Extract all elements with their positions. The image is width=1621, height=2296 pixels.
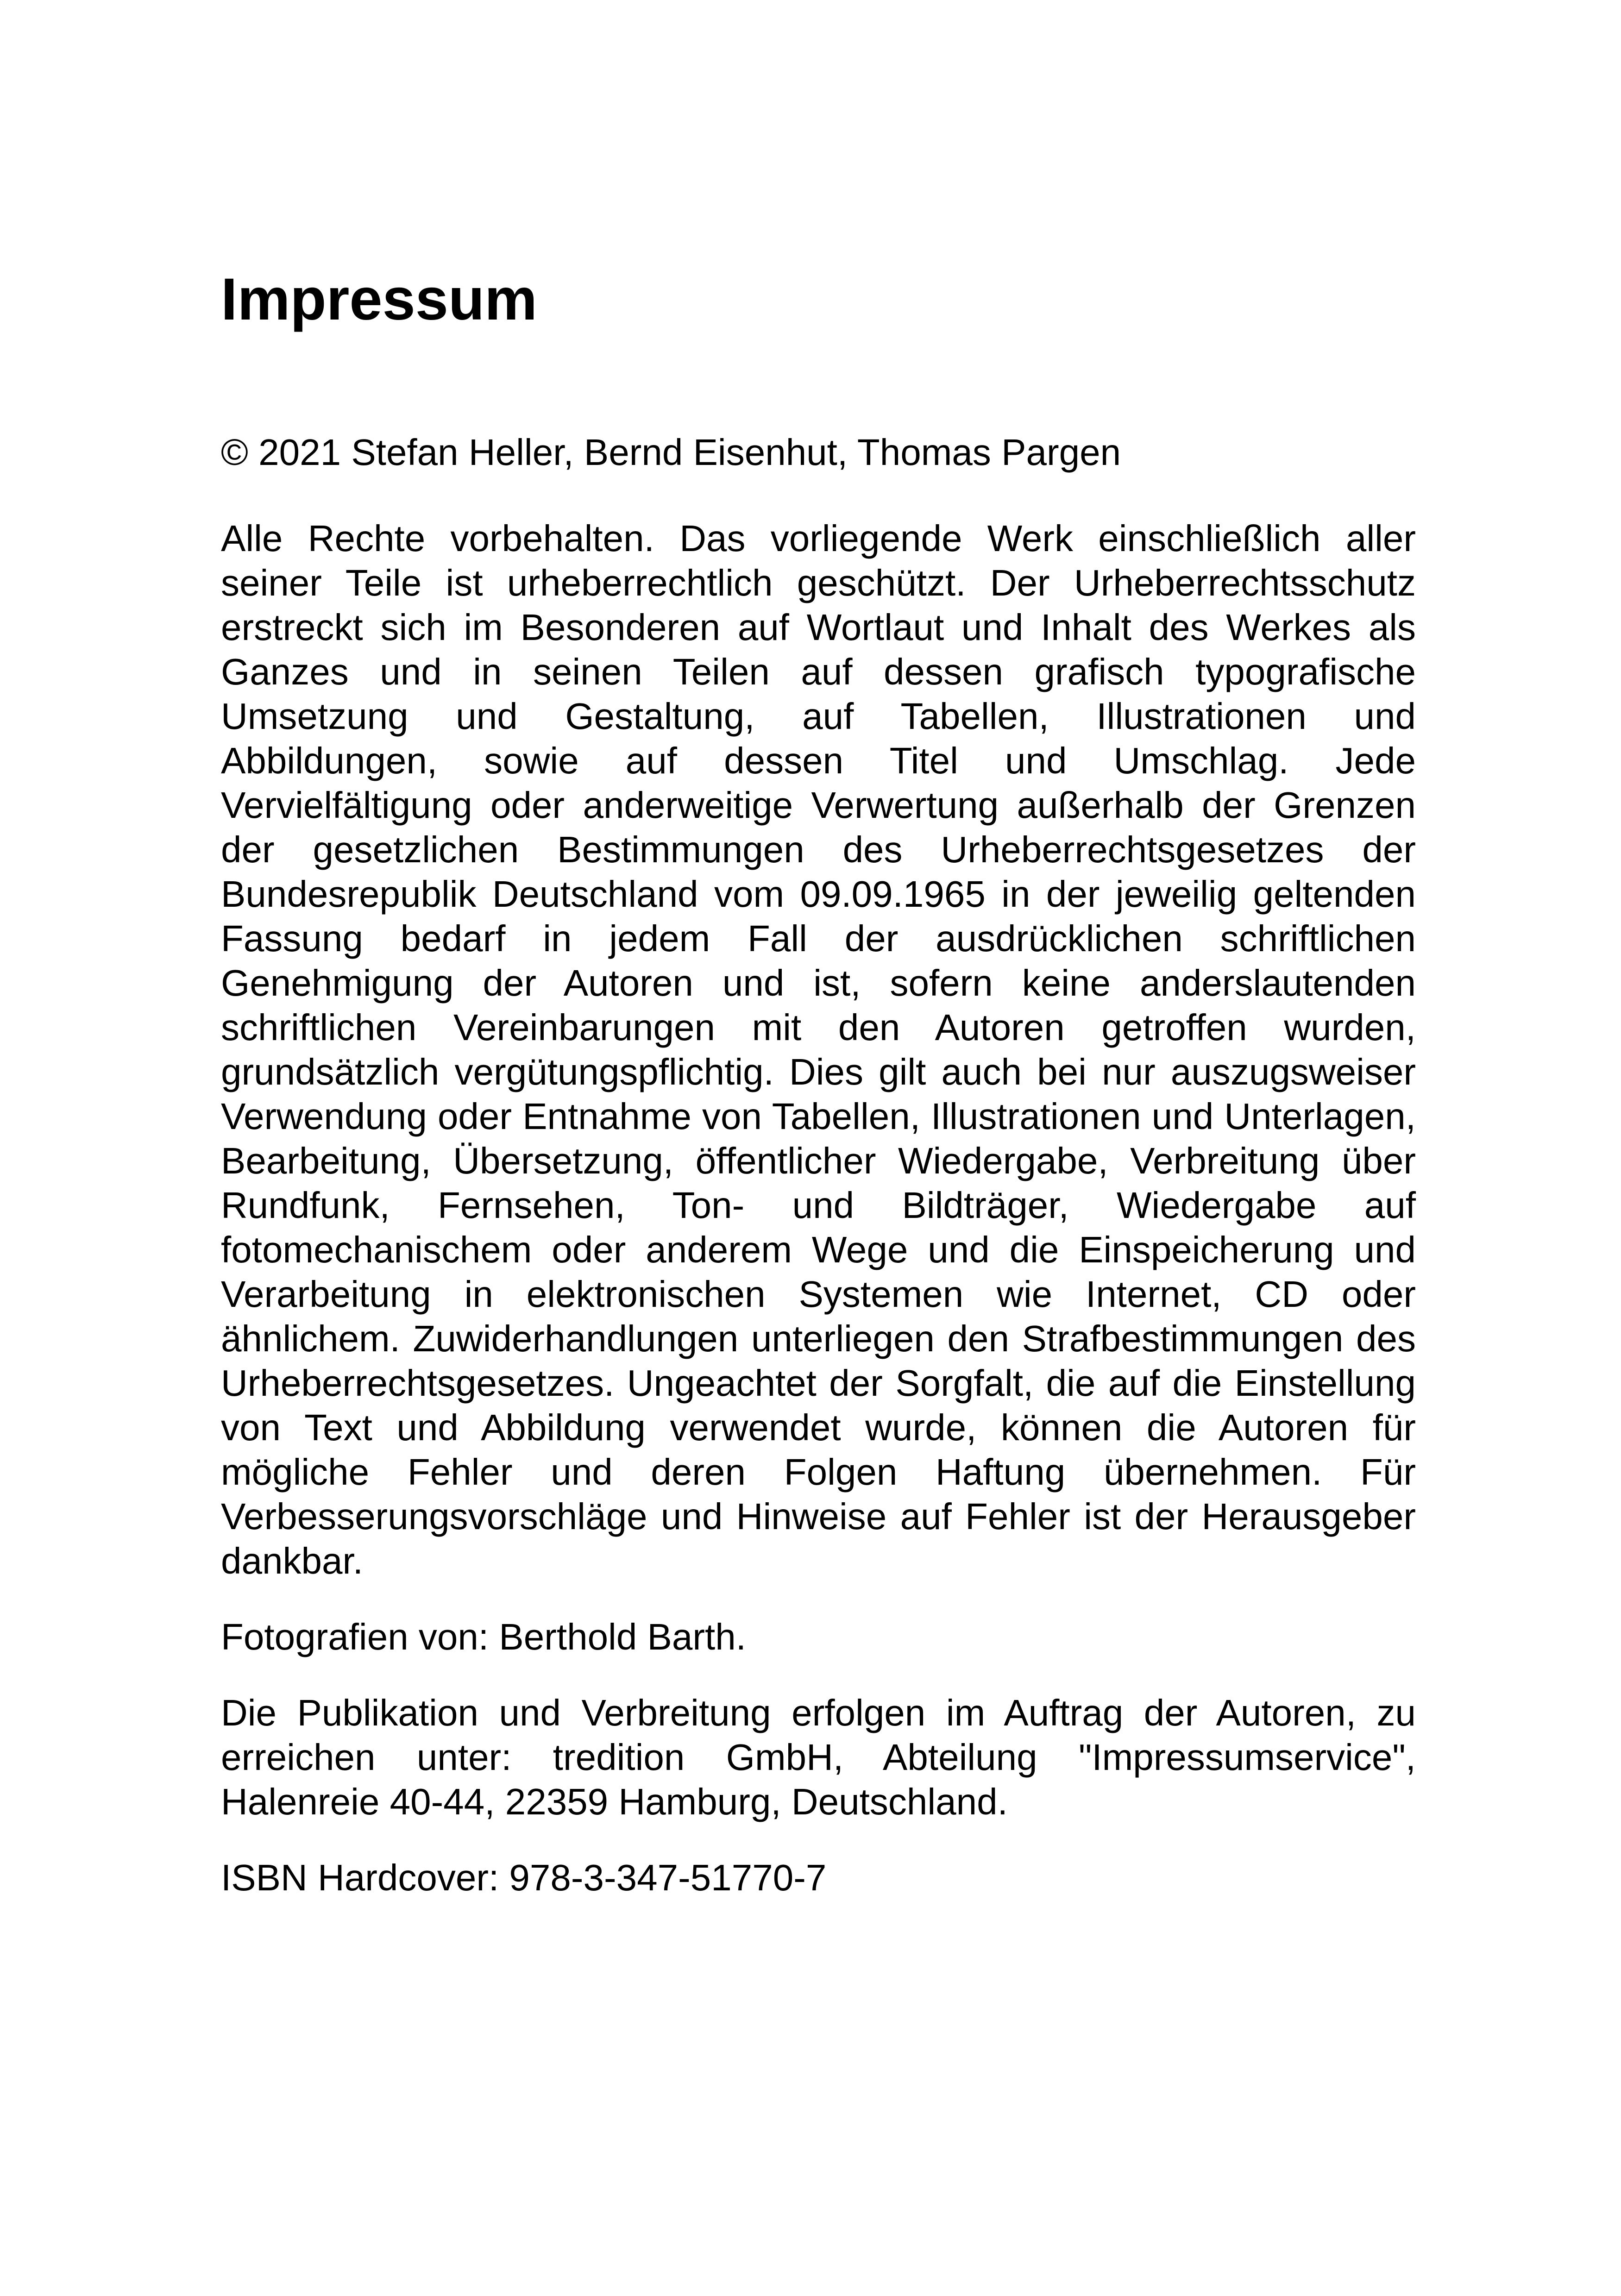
publisher-info: Die Publikation und Verbreitung erfolgen im Auftrag der Autoren, zu erreichen unter: tredition GmbH, Abteilung "Impressumservice", Halenreie 40-44, 22359 Hamburg, Deutschland. [221,1692,1416,1822]
imprint-page [221,264,1416,1932]
copyright-line: © 2021 Stefan Heller, Bernd Eisenhut, Thomas Pargen [221,431,1121,473]
page-title: Impressum [221,266,537,332]
photo-credit: Fotografien von: Berthold Barth. [221,1616,746,1657]
isbn-line: ISBN Hardcover: 978-3-347-51770-7 [221,1857,827,1898]
rights-paragraph: Alle Rechte vorbehalten. Das vorliegende Werk einschließlich aller seiner Teile ist urheberrechtlich geschützt. Der Urheberrechtsschutz erstreckt sich im Besonderen auf Wortlaut und Inhalt des Werkes als Ganzes und in seinen Teilen auf dessen grafisch typografische Umsetzung und Gestaltung, auf Tabellen, Illustrationen und Abbildungen, sowie auf dessen Titel und Umschlag. Jede Vervielfältigung oder anderweitige Verwertung außerhalb der Grenzen der gesetzlichen Bestimmungen des Urheberrechtsgesetzes der Bundesrepublik Deutschland vom 09.09.1965 in der jeweilig geltenden Fassung bedarf in jedem Fall der ausdrücklichen schriftlichen Genehmigung der Autoren und ist, sofern keine anderslautenden schriftlichen Vereinbarungen mit den Autoren getroffen wurden, grundsätzlich vergütungspflichtig. Dies gilt auch bei nur auszugsweiser Verwendung oder Entnahme von Tabellen, Illustrationen und Unterlagen, Bearbeitung, Übersetzung, öffentlicher Wiedergabe, Verbreitung über Rundfunk, Fernsehen, Ton- und Bildträger, Wiedergabe auf fotomechanischem oder anderem Wege und die Einspeicherung und Verarbeitung in elektronischen Systemen wie Internet, CD oder ähnlichem. Zuwiderhandlungen unterliegen den Strafbestimmungen des Urheberrechtsgesetzes. Ungeachtet der Sorgfalt, die auf die Einstellung von Text und Abbildung verwendet wurde, können die Autoren für mögliche Fehler und deren Folgen Haftung übernehmen. Für Verbesserungsvorschläge und Hinweise auf Fehler ist der Herausgeber dankbar. [221,517,1416,1581]
